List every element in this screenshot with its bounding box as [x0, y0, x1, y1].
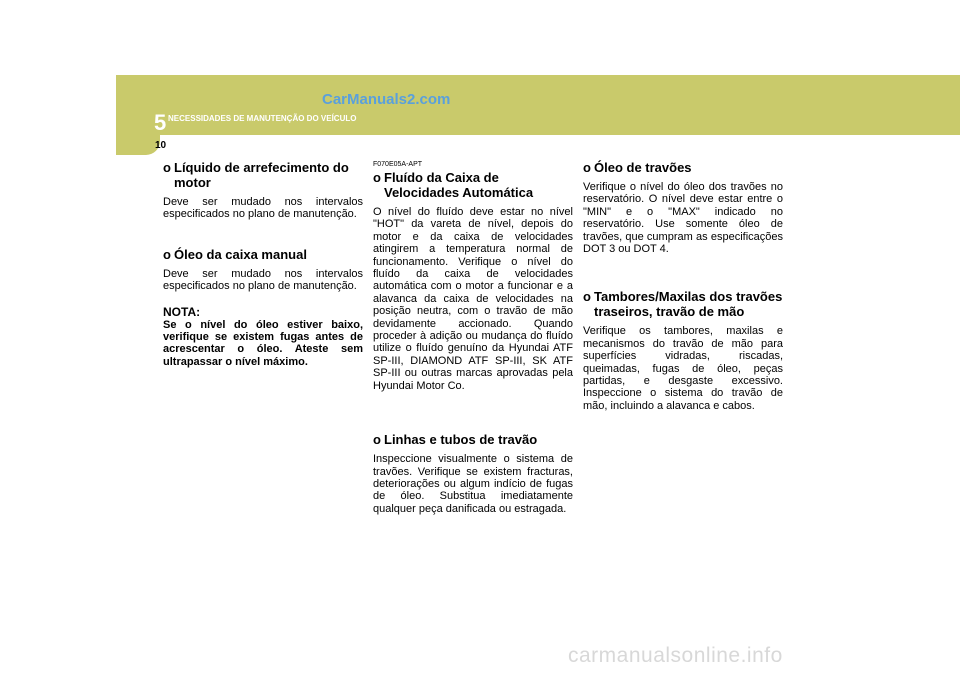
section-code: F070E05A-APT — [373, 161, 423, 168]
section-heading — [163, 160, 363, 190]
note-title: NOTA: — [163, 304, 201, 319]
section-body: Verifique o nível do óleo dos travões no reservatório. O nível deve estar entre o "MIN" e o "MAX" indicado no reservatório. Use somente óleo de travões, que cumpram as especificações DOT 3 ou DOT 4. — [583, 181, 783, 256]
bullet: o — [163, 160, 171, 175]
section-body: Verifique os tambores, maxilas e mecanismos do travão de mão para superfícies vidradas, riscadas, queimadas, fugas de óleo, peças partidas, e desgaste excessivo. Inspeccione o sistema do travão de mão, incluindo a alavanca e cabos. — [583, 325, 783, 412]
heading-text: Óleo da caixa manual — [174, 246, 307, 262]
bullet: o — [163, 246, 171, 262]
heading-text: Tambores/Maxilas dos travões traseiros, travão de mão — [594, 289, 783, 320]
section-body: O nível do fluído deve estar no nível "HOT" da vareta de nível, depois do motor e da caixa de velocidades atingirem a temperatura normal de funcionamento. Verifique o nível do fluído da caixa de velocidades automática com o motor a funcionar e a alavanca da caixa de velocidades na posição neutra, com o travão de mão devidamente accionado. Quando proceder à adição ou mudança do fluído utilize o fluído genuíno da Hyundai ATF SP-III, DIAMOND ATF SP-III, SK ATF SP-III ou outras marcas aprovadas pela Hyundai Motor Co. — [373, 206, 573, 392]
column-2 — [373, 160, 573, 515]
heading-text: Fluído da Caixa de Velocidades Automática — [384, 170, 534, 200]
bullet: o — [583, 160, 591, 175]
section-heading — [583, 160, 783, 175]
heading-text: Líquido de arrefecimento do motor — [174, 160, 349, 190]
section-body: Inspeccione visualmente o sistema de travões. Verifique se existem fracturas, deteriorações ou algum indício de fugas de óleo. Substitua imediatamente qualquer peça danificada ou estragada. — [373, 453, 573, 515]
heading-text: Óleo de travões — [594, 160, 692, 175]
chapter-title: NECESSIDADES DE MANUTENÇÃO DO VEÍCULO — [168, 114, 357, 123]
watermark-top: CarManuals2.com — [322, 91, 451, 108]
header-band — [116, 75, 960, 135]
column-3 — [583, 160, 783, 412]
bullet: o — [373, 170, 381, 185]
section-heading — [163, 247, 363, 262]
bullet: o — [583, 289, 591, 305]
section-body: Deve ser mudado nos intervalos especificados no plano de manutenção. — [163, 196, 363, 221]
section-heading — [373, 170, 573, 200]
column-1 — [163, 160, 363, 368]
page-number: 10 — [155, 140, 167, 151]
section-body: Deve ser mudado nos intervalos especificados no plano de manutenção. — [163, 267, 363, 293]
section-heading — [373, 432, 573, 447]
note-body: Se o nível do óleo estiver baixo, verifique se existem fugas antes de acrescentar o óleo. Ateste sem ultrapassar o nível máximo. — [163, 318, 363, 368]
bullet: o — [373, 432, 381, 448]
heading-text: Linhas e tubos de travão — [384, 432, 538, 448]
section-heading — [583, 289, 783, 319]
chapter-number: 5 — [154, 110, 167, 135]
page-tab — [116, 135, 160, 155]
watermark-bottom: carmanualsonline.info — [568, 644, 783, 667]
